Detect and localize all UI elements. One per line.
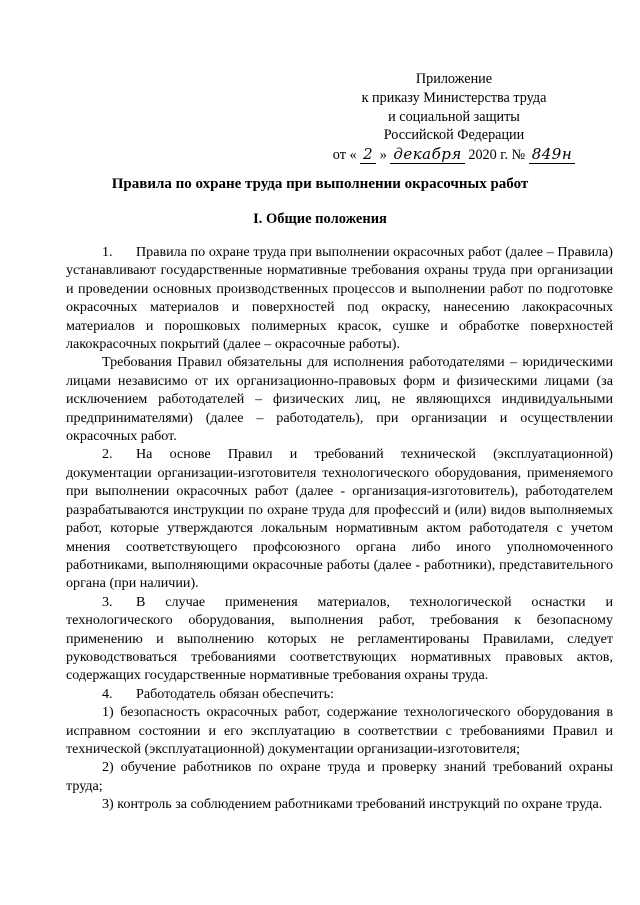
handwritten-month: декабря <box>390 145 464 164</box>
paragraph-text: Работодатель обязан обеспечить: <box>136 685 334 702</box>
paragraph-text: Требования Правил обязательны для исполнения работодателями – юридическими лицами независимо от их организационно-правовых форм и физическими лицами (за исключением работодателей – физических лиц, не являющихся индивидуальными предпринимателями) (далее – работодатель), при организации и осуществлении окрасочных работ. <box>66 354 613 445</box>
paragraph-number: 2. <box>102 446 113 463</box>
date-quote-close: » <box>379 147 387 164</box>
paragraph-3 <box>66 593 613 685</box>
paragraph-text: В случае применения материалов, технологической оснастки и технологического оборудования, выполнения работ, требования к безопасному применению и выполнению которых не регламентированы Правилами, следует руководствоваться требованиями соответствующих нормативных правовых актов, содержащих государственные нормативные требования охраны труда. <box>66 593 613 684</box>
document-body <box>66 243 613 814</box>
approval-annex: Приложение <box>415 71 493 87</box>
list-item-2 <box>66 758 613 795</box>
approval-ministry-part: и социальной защиты <box>388 108 520 125</box>
paragraph-1 <box>66 243 613 353</box>
paragraph-text: На основе Правил и требований технической (эксплуатационной) документации организации-изготовителя технологического оборудования, применяемого при выполнении окрасочных работ (далее - организация-изготовитель), работодателем разрабатываются инструкции по охране труда для профессий и (или) видов выполняемых работ, которые утверждаются локальным нормативным актом работодателя с учетом мнения соответствующего профсоюзного органа либо иного уполномоченного работниками, выполняющими окрасочные работы (далее - работники), представительного органа (при наличии). <box>66 446 613 592</box>
paragraph-text: Правила по охране труда при выполнении окрасочных работ (далее – Правила) устанавливают государственные нормативные требования охраны труда при организации и проведении основных производственных процессов и выполнении работ по подготовке окрасочных материалов и поверхностей под окраску, нанесению лакокрасочных материалов и порошковых полимерных красок, сушке и обработке поверхностей лакокрасочных покрытий (далее – окрасочные работы). <box>66 244 613 353</box>
paragraph-text: 3) контроль за соблюдением работниками требований инструкций по охране труда. <box>102 796 603 813</box>
approval-date-number <box>304 145 604 165</box>
handwritten-order-number: 849н <box>529 145 576 164</box>
paragraph-number: 1. <box>102 244 113 260</box>
paragraph-number: 3. <box>102 593 113 610</box>
paragraph-number: 4. <box>102 685 113 702</box>
document-title: Правила по охране труда при выполнении окрасочных работ <box>111 176 529 192</box>
date-prefix: от « <box>332 147 357 164</box>
approval-country: Российской Федерации <box>383 127 525 144</box>
approval-order-ref: к приказу Министерства труда <box>361 89 547 106</box>
paragraph-2 <box>66 445 613 592</box>
paragraph-4 <box>66 685 613 703</box>
list-item-3 <box>66 795 613 813</box>
paragraph-1-continued <box>66 353 613 445</box>
list-item-1 <box>66 703 613 758</box>
section-heading: I. Общие положения <box>253 211 387 227</box>
handwritten-day: 2 <box>360 145 376 164</box>
approval-block <box>304 70 604 165</box>
date-year: 2020 г. № <box>468 147 526 164</box>
paragraph-text: 2) обучение работников по охране труда и проверку знаний требований охраны труда; <box>66 759 613 794</box>
paragraph-text: 1) безопасность окрасочных работ, содержание технологического оборудования в исправном состоянии и его эксплуатацию в соответствии с требованиями Правил и технической (эксплуатационной) документации организации-изготовителя; <box>66 704 613 757</box>
